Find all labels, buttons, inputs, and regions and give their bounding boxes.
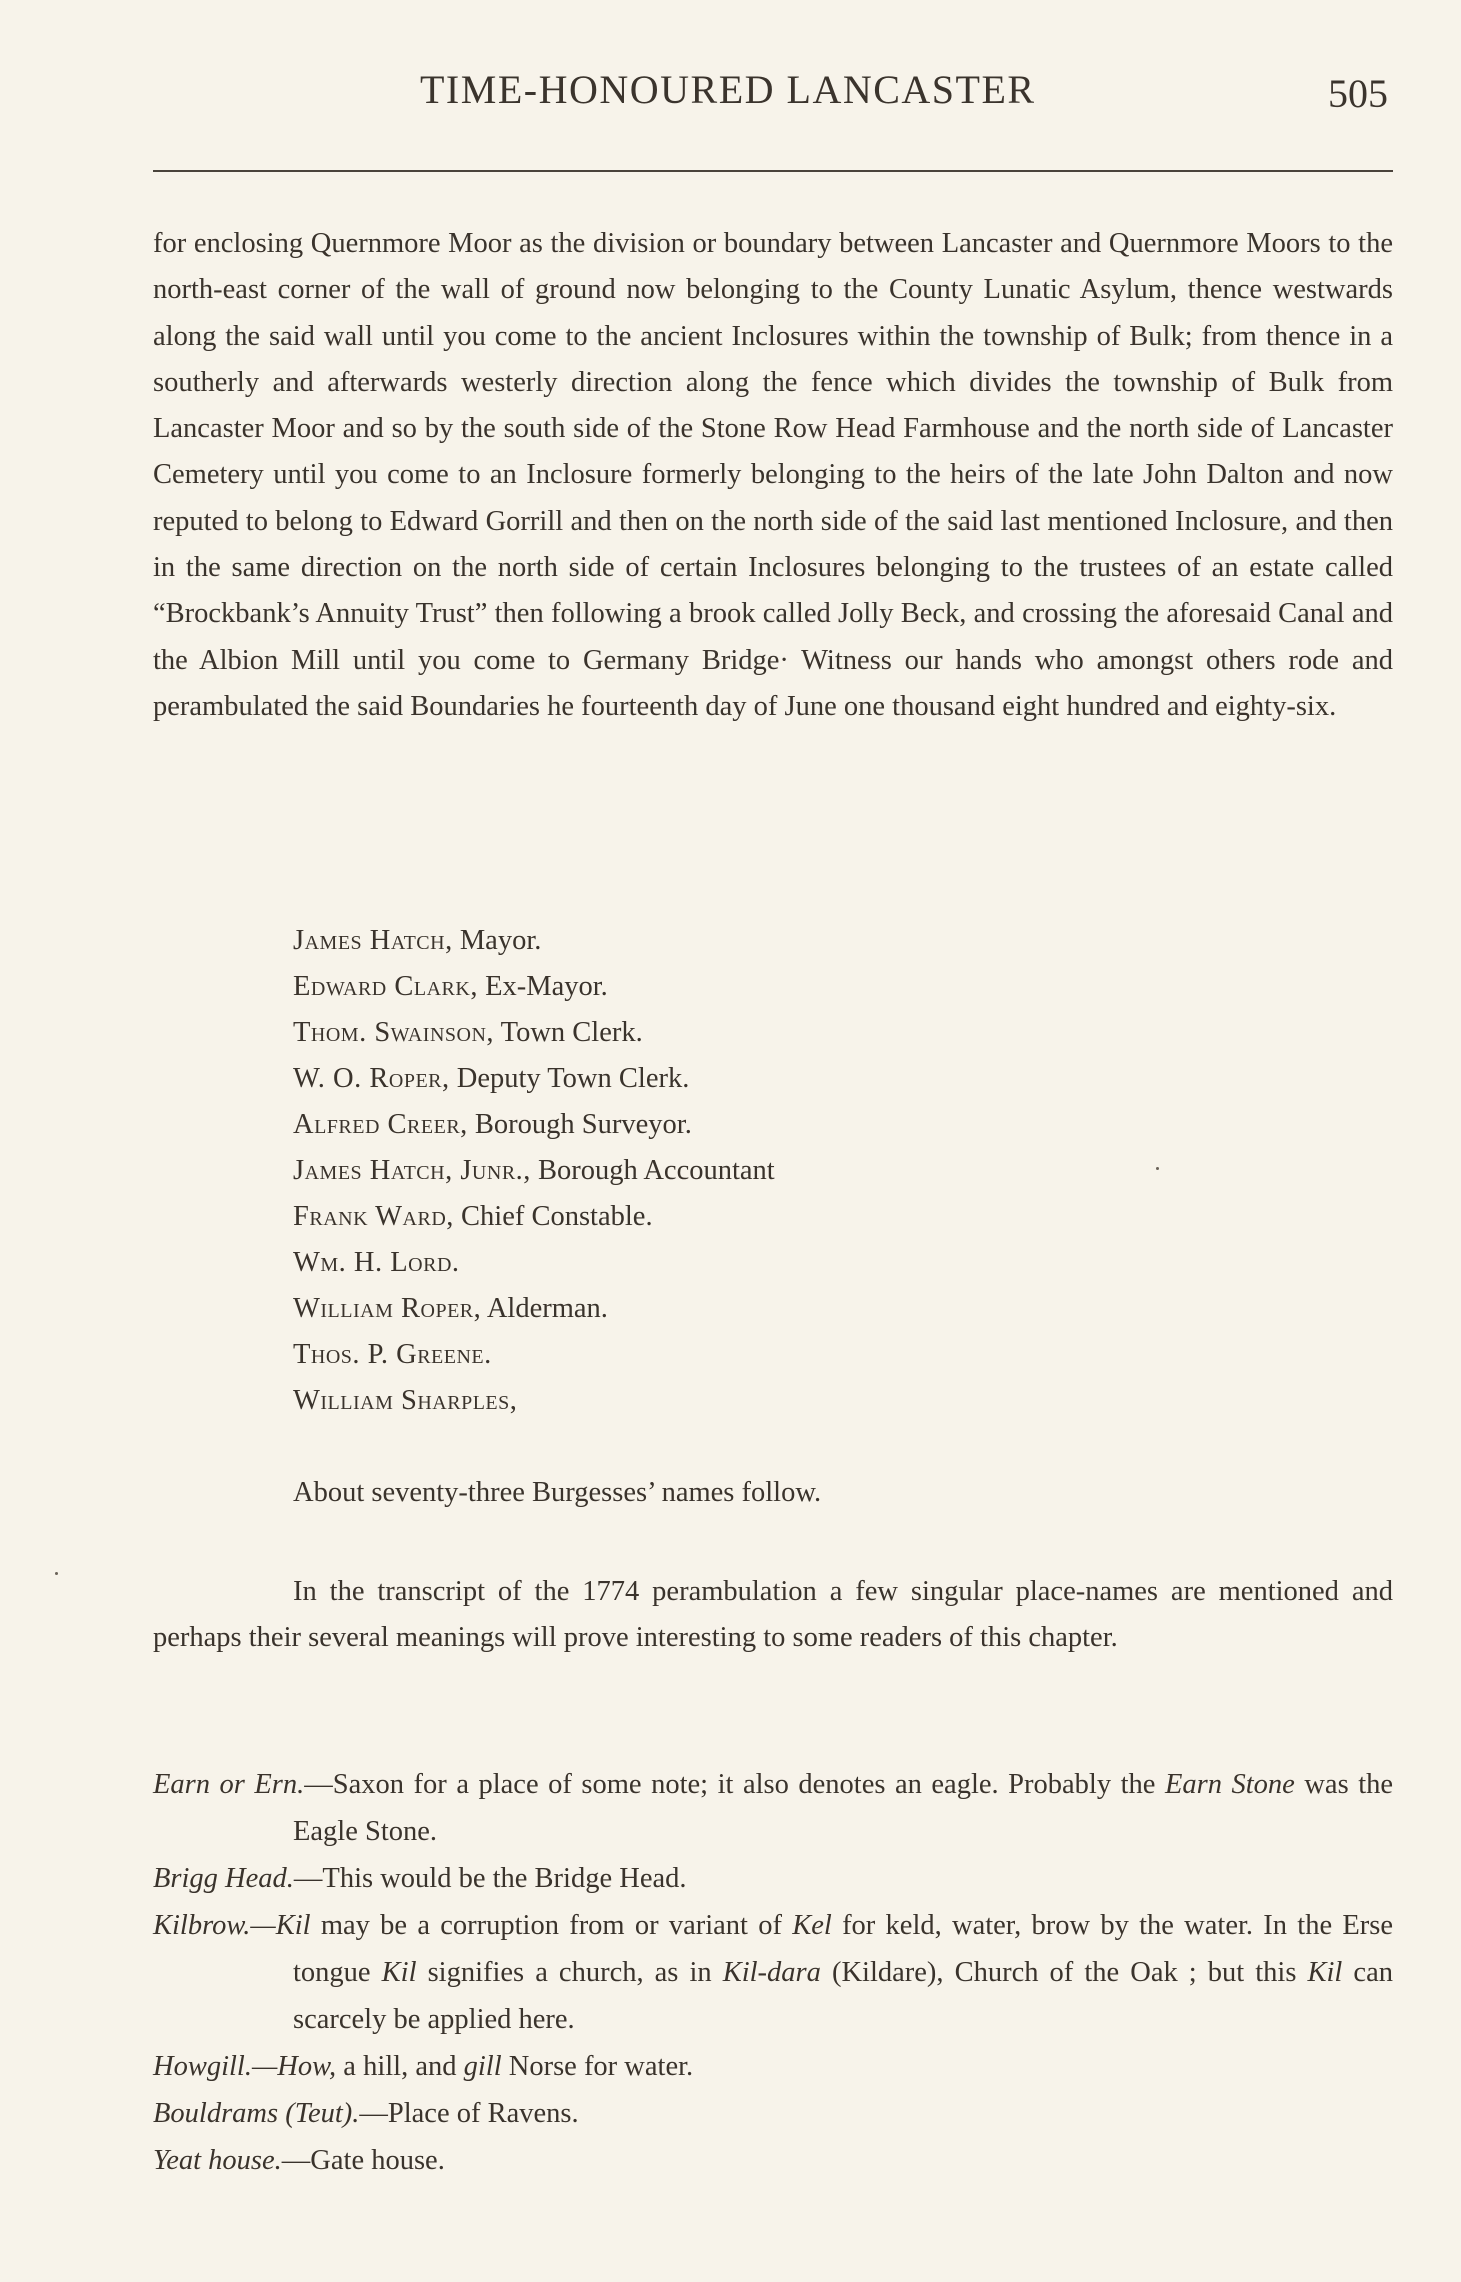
- glossary-definition: signifies a church, as in: [416, 1957, 723, 1988]
- burgesses-note: About seventy-three Burgesses’ names follow.: [293, 1477, 822, 1508]
- signatory: [293, 1056, 775, 1102]
- glossary-definition: a hill, and: [336, 2051, 464, 2082]
- signatory-list: [293, 918, 775, 1424]
- glossary-entry: [153, 2137, 1393, 2184]
- signatory-name: William Roper,: [293, 1293, 482, 1324]
- signatory-role: Mayor.: [459, 925, 542, 956]
- header-rule: [153, 170, 1393, 172]
- running-header-title: TIME-HONOURED LANCASTER: [420, 67, 1036, 112]
- signatory-name: Edward Clark,: [293, 971, 478, 1002]
- signatory-role: Borough Accountant: [538, 1155, 775, 1186]
- signatory: [293, 918, 775, 964]
- signatory-name: Thom. Swainson,: [293, 1017, 495, 1048]
- glossary-definition: may be a corruption from or variant of: [310, 1910, 793, 1941]
- glossary-term: Brigg Head.: [153, 1863, 294, 1894]
- signatory-name: W. O. Roper,: [293, 1063, 450, 1094]
- signatory-name: James Hatch,: [293, 925, 453, 956]
- signatory-name: Alfred Creer,: [293, 1109, 468, 1140]
- signatory-role: Town Clerk.: [500, 1017, 643, 1048]
- signatory: [293, 1148, 775, 1194]
- signatory-name: James Hatch, Junr.,: [293, 1155, 531, 1186]
- glossary-ref: Earn Stone: [1164, 1769, 1295, 1800]
- glossary-entry: [153, 2043, 1393, 2090]
- page-number: 505: [1328, 71, 1388, 116]
- glossary-term: Earn or Ern.: [153, 1769, 305, 1800]
- signatory: [293, 1378, 775, 1424]
- intro-paragraph: In the transcript of the 1774 perambulation a few singular place-names are mentioned and perhaps their several meanings will prove interesting to some readers of this chapter.: [153, 1576, 1393, 1654]
- glossary-definition: —Saxon for a place of some note; it also denotes an eagle. Probably the: [304, 1769, 1165, 1800]
- signatory: [293, 1332, 775, 1378]
- glossary-term: Yeat house.: [153, 2145, 282, 2176]
- glossary-ref: Kil: [381, 1957, 417, 1988]
- signatory: [293, 1286, 775, 1332]
- signatory: [293, 1102, 775, 1148]
- signatory-role: Alderman.: [486, 1293, 608, 1324]
- body-paragraph: for enclosing Quernmore Moor as the division or boundary between Lancaster and Quernmore Moors to the north-east corner of the wall of ground now belonging to the County Lunatic Asylum, thence westwards along the said wall until you come to the ancient Inclosures within the township of Bulk; from thence in a southerly and afterwards westerly direction along the fence which divides the township of Bulk from Lancaster Moor and so by the south side of the Stone Row Head Farmhouse and the north side of Lancaster Cemetery until you come to an Inclosure formerly belonging to the heirs of the late John Dalton and now reputed to belong to Edward Gorrill and then on the north side of the said last mentioned Inclosure, and then in the same direction on the north side of certain Inclosures belonging to the trustees of an estate called “Brockbank’s Annuity Trust” then following a brook called Jolly Beck, and crossing the aforesaid Canal and the Albion Mill until you come to Germany Bridge· Witness our hands who amongst others rode and perambulated the said Boundaries he fourteenth day of June one thousand eight hundred and eighty-six.: [153, 228, 1393, 722]
- print-speck: [1156, 1167, 1159, 1170]
- signatory-role: Deputy Town Clerk.: [456, 1063, 690, 1094]
- glossary-ref: Kel: [792, 1910, 832, 1941]
- glossary-ref: gill: [463, 2051, 502, 2082]
- signatory: [293, 1010, 775, 1056]
- signatory-name: Thos. P. Greene.: [293, 1339, 492, 1370]
- glossary-definition: (Kildare), Church of the Oak ; but this: [820, 1957, 1308, 1988]
- glossary-term: Bouldrams (Teut).: [153, 2098, 360, 2129]
- signatory: [293, 1240, 775, 1286]
- glossary-term: Howgill.—How,: [153, 2051, 337, 2082]
- glossary-ref: Kil-dara: [722, 1957, 821, 1988]
- signatory-name: William Sharples,: [293, 1385, 518, 1416]
- glossary-definition: —Place of Ravens.: [359, 2098, 579, 2129]
- place-name-glossary: [153, 1761, 1393, 2184]
- signatory-role: Borough Surveyor.: [474, 1109, 692, 1140]
- glossary-definition: for keld, water, brow by the water. In the Erse tongue: [293, 1910, 1393, 1988]
- print-speck: [55, 1572, 58, 1575]
- signatory-role: Chief Constable.: [461, 1201, 653, 1232]
- signatory-name: Frank Ward,: [293, 1201, 454, 1232]
- glossary-ref: Kil: [1307, 1957, 1343, 1988]
- glossary-definition: was the Eagle Stone.: [293, 1769, 1394, 1847]
- glossary-term: Kilbrow.—Kil: [153, 1910, 311, 1941]
- glossary-entry: [153, 1855, 1393, 1902]
- signatory: [293, 964, 775, 1010]
- glossary-definition: Norse for water.: [501, 2051, 694, 2082]
- signatory: [293, 1194, 775, 1240]
- glossary-entry: [153, 1761, 1393, 1855]
- glossary-definition: —This would be the Bridge Head.: [293, 1863, 687, 1894]
- glossary-entry: [153, 2090, 1393, 2137]
- glossary-entry: [153, 1902, 1393, 2043]
- signatory-role: Ex-Mayor.: [485, 971, 608, 1002]
- glossary-definition: —Gate house.: [281, 2145, 445, 2176]
- glossary-definition: can scarcely be applied here.: [293, 1957, 1393, 2035]
- signatory-name: Wm. H. Lord.: [293, 1247, 460, 1278]
